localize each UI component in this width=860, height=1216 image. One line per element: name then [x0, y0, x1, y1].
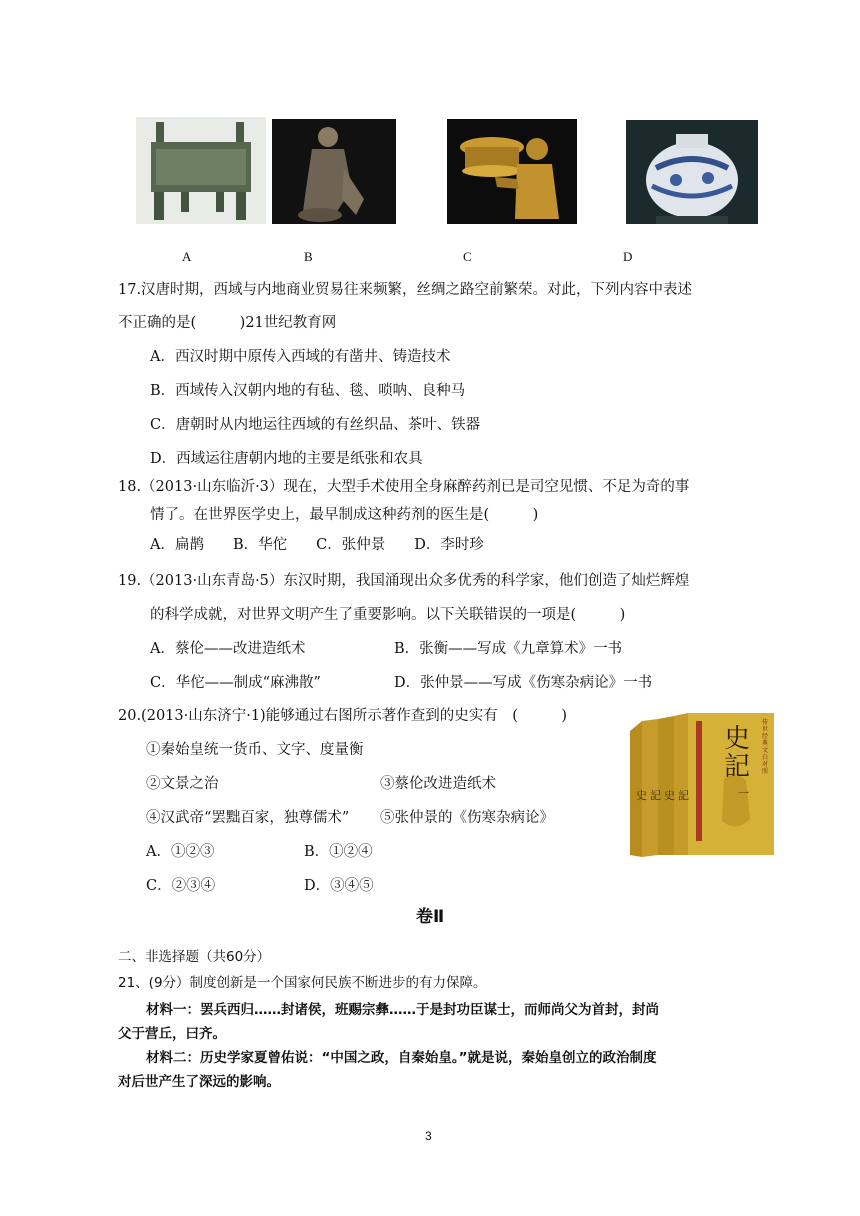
q20-item-3: ③蔡伦改进造纸术: [380, 776, 496, 792]
image-d-porcelain-jar: [626, 120, 758, 224]
image-a-label: A: [182, 249, 192, 264]
q21-material1-line2: 父于营丘，曰齐。: [118, 1026, 226, 1042]
q20-option-c: C．②③④: [146, 878, 216, 894]
q20-item-5: ⑤张仲景的《伤寒杂病论》: [380, 810, 554, 826]
image-c-label: C: [463, 249, 472, 264]
image-b-label: B: [304, 249, 313, 264]
section-title: 卷Ⅱ: [416, 907, 445, 927]
q18-stem-line1: 18.（2013·山东临沂·3）现在，大型手术使用全身麻醉药剂已是司空见惯、不足为奇的事: [118, 479, 690, 495]
q20-option-a: A．①②③: [146, 844, 215, 860]
svg-text:史: 史: [664, 789, 675, 802]
q18-options: A．扁鹊 B．华佗 C．张仲景 D．李时珍: [150, 537, 484, 553]
svg-text:記: 記: [650, 789, 661, 802]
q21-material1-line1: 材料一：罢兵西归……封诸侯，班赐宗彝……于是封功臣谋士，而师尚父为首封，封尚: [146, 1002, 659, 1018]
q21-stem: 21、(9分）制度创新是一个国家何民族不断进步的有力保障。: [118, 975, 487, 991]
q19-option-c: C．华佗——制成“麻沸散”: [150, 675, 321, 691]
q20-item-2: ②文景之治: [146, 776, 219, 792]
image-a-bronze-ding: [136, 117, 266, 224]
svg-text:史: 史: [636, 789, 647, 802]
q17-option-d: D．西域运往唐朝内地的主要是纸张和农具: [150, 451, 423, 467]
q19-stem-line1: 19.（2013·山东青岛·5）东汉时期，我国涌现出众多优秀的科学家，他们创造了灿烂辉煌: [118, 573, 690, 589]
section-subtitle: 二、非选择题（共60分）: [118, 949, 271, 965]
image-b-terracotta-warrior: [272, 119, 396, 224]
q20-item-1: ①秦始皇统一货币、文字、度量衡: [146, 742, 364, 758]
q17-stem-line2: 不正确的是( )21世纪教育网: [118, 315, 337, 331]
q21-material2-line1: 材料二：历史学家夏曾佑说：“中国之政，自秦始皇。”就是说，秦始皇创立的政治制度: [146, 1050, 657, 1066]
q20-stem: 20.(2013·山东济宁·1)能够通过右图所示著作查到的史实有 ( ): [118, 708, 568, 724]
q20-item-4: ④汉武帝“罢黜百家，独尊儒术”: [146, 810, 350, 826]
book-series-label: 传世经典 文白对照: [762, 719, 769, 775]
q17-option-c: C．唐朝时从内地运往西域的有丝织品、茶叶、铁器: [150, 417, 481, 433]
q17-option-b: B．西域传入汉朝内地的有毡、毯、唢呐、良种马: [150, 383, 466, 399]
page-number: 3: [425, 1129, 432, 1143]
book-volume: 一: [738, 787, 749, 800]
q20-option-d: D．③④⑤: [304, 878, 374, 894]
q19-option-b: B．张衡——写成《九章算术》一书: [394, 641, 623, 657]
q21-material2-line2: 对后世产生了深远的影响。: [118, 1074, 280, 1090]
q19-option-a: A．蔡伦——改进造纸术: [150, 641, 306, 657]
q20-option-b: B．①②④: [304, 844, 373, 860]
image-shiji-books: [628, 709, 776, 859]
q17-option-a: A．西汉时期中原传入西域的有凿井、铸造技术: [150, 349, 451, 365]
svg-text:記: 記: [678, 789, 689, 802]
image-d-label: D: [623, 249, 633, 264]
q19-option-d: D．张仲景——写成《伤寒杂病论》一书: [394, 675, 653, 691]
q19-stem-line2: 的科学成就，对世界文明产生了重要影响。以下关联错误的一项是( ): [150, 607, 626, 623]
image-c-gilded-lamp: [447, 119, 577, 224]
q17-stem-line1: 17.汉唐时期，西域与内地商业贸易往来频繁，丝绸之路空前繁荣。对此，下列内容中表述: [118, 282, 693, 298]
q18-stem-line2: 情了。在世界医学史上，最早制成这种药剂的医生是( ): [150, 507, 539, 523]
book-title: 史記: [724, 724, 751, 782]
